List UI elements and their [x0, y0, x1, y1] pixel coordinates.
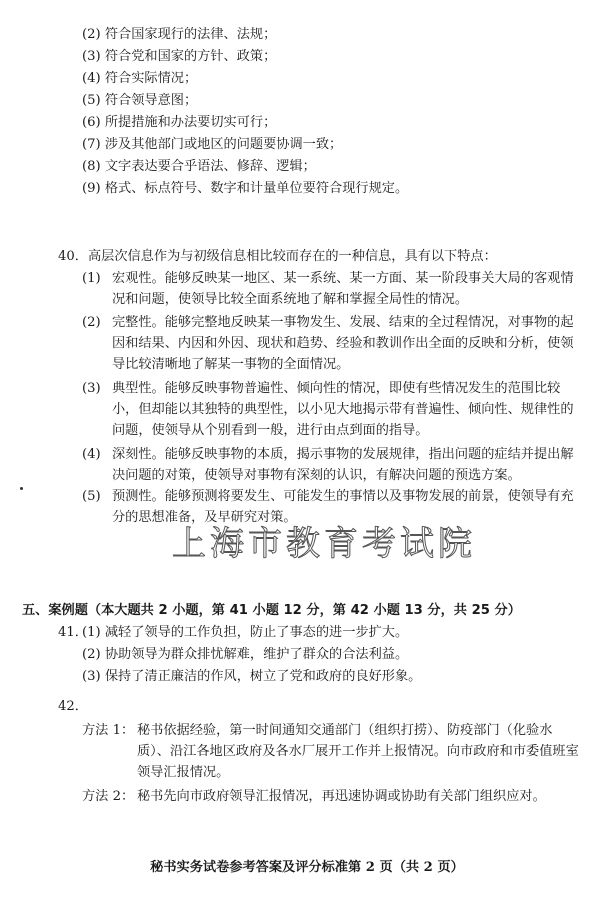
q41-item-1: (1) 减轻了领导的工作负担，防止了事态的进一步扩大。: [82, 625, 409, 640]
method2-text: 秘书先向市政府领导汇报情况，再迅速协调或协助有关部门组织应对。: [137, 789, 546, 804]
q40-item-4-num: (4): [82, 447, 101, 462]
q41-item-2: (2) 协助领导为群众排忧解难，维护了群众的合法利益。: [82, 647, 409, 662]
list-item-5: (5) 符合领导意图；: [82, 93, 198, 108]
q41-label: 41．: [58, 625, 88, 640]
method2-label: 方法 2：: [82, 789, 135, 804]
q40-item-5-text: 预测性。能够预测将要发生、可能发生的事情以及事物发展的前景，使领导有充分的思想准备，及早研究对策。: [112, 489, 574, 525]
list-item-9: (9) 格式、标点符号、数字和计量单位要符合现行规定。: [82, 181, 409, 196]
list-item-3: (3) 符合党和国家的方针、政策；: [82, 49, 277, 64]
q40-item-3-num: (3): [82, 381, 101, 396]
list-item-4: (4) 符合实际情况；: [82, 71, 198, 86]
q40-item-3-text: 典型性。能够反映事物普遍性、倾向性的情况，即使有些情况发生的范围比较小，但却能以其独特的典型性，以小见大地揭示带有普遍性、倾向性、规律性的问题，使领导从个别看到一般，进行由点到面的指导。: [112, 381, 574, 438]
q40-item-1-num: (1): [82, 271, 101, 286]
method1-text: 秘书依据经验，第一时间通知交通部门（组织打捞）、防疫部门（化验水质）、沿江各地区政府及各水厂展开工作并上报情况。向市政府和市委值班室领导汇报情况。: [137, 723, 579, 780]
q40-intro: 40．高层次信息作为与初级信息相比较而存在的一种信息，具有以下特点：: [58, 249, 497, 264]
method1-label: 方法 1：: [82, 723, 135, 738]
list-item-2: (2) 符合国家现行的法律、法规；: [82, 27, 277, 42]
list-item-6: (6) 所提措施和办法要切实可行；: [82, 115, 277, 130]
list-item-7: (7) 涉及其他部门或地区的问题要协调一致；: [82, 137, 343, 152]
section5-heading: 五、案例题（本大题共 2 小题，第 41 小题 12 分，第 42 小题 13 分，共 25 分）: [22, 603, 521, 618]
page-footer: 秘书实务试卷参考答案及评分标准第 2 页（共 2 页）: [150, 860, 464, 875]
watermark-stamp: 上海市教育考试院: [172, 524, 476, 564]
q40-item-4-text: 深刻性。能够反映事物的本质，揭示事物的发展规律，指出问题的症结并提出解决问题的对策，使领导对事物有深刻的认识，有解决问题的预选方案。: [112, 447, 574, 483]
list-item-8: (8) 文字表达要合乎语法、修辞、逻辑；: [82, 159, 316, 174]
q42-label: 42．: [58, 699, 88, 714]
q40-item-1-text: 宏观性。能够反映某一地区、某一系统、某一方面、某一阶段事关大局的客观情况和问题，使领导比较全面系统地了解和掌握全局性的情况。: [112, 271, 574, 307]
q41-item-3: (3) 保持了清正廉洁的作风，树立了党和政府的良好形象。: [82, 669, 422, 684]
q40-item-5-num: (5): [82, 489, 101, 504]
q40-item-2-text: 完整性。能够完整地反映某一事物发生、发展、结束的全过程情况，对事物的起因和结果、内因和外因、现状和趋势、经验和教训作出全面的反映和分析，使领导比较清晰地了解某一事物的全面情况。: [112, 315, 574, 372]
q40-item-2-num: (2): [82, 315, 101, 330]
scan-speck: [20, 487, 23, 490]
